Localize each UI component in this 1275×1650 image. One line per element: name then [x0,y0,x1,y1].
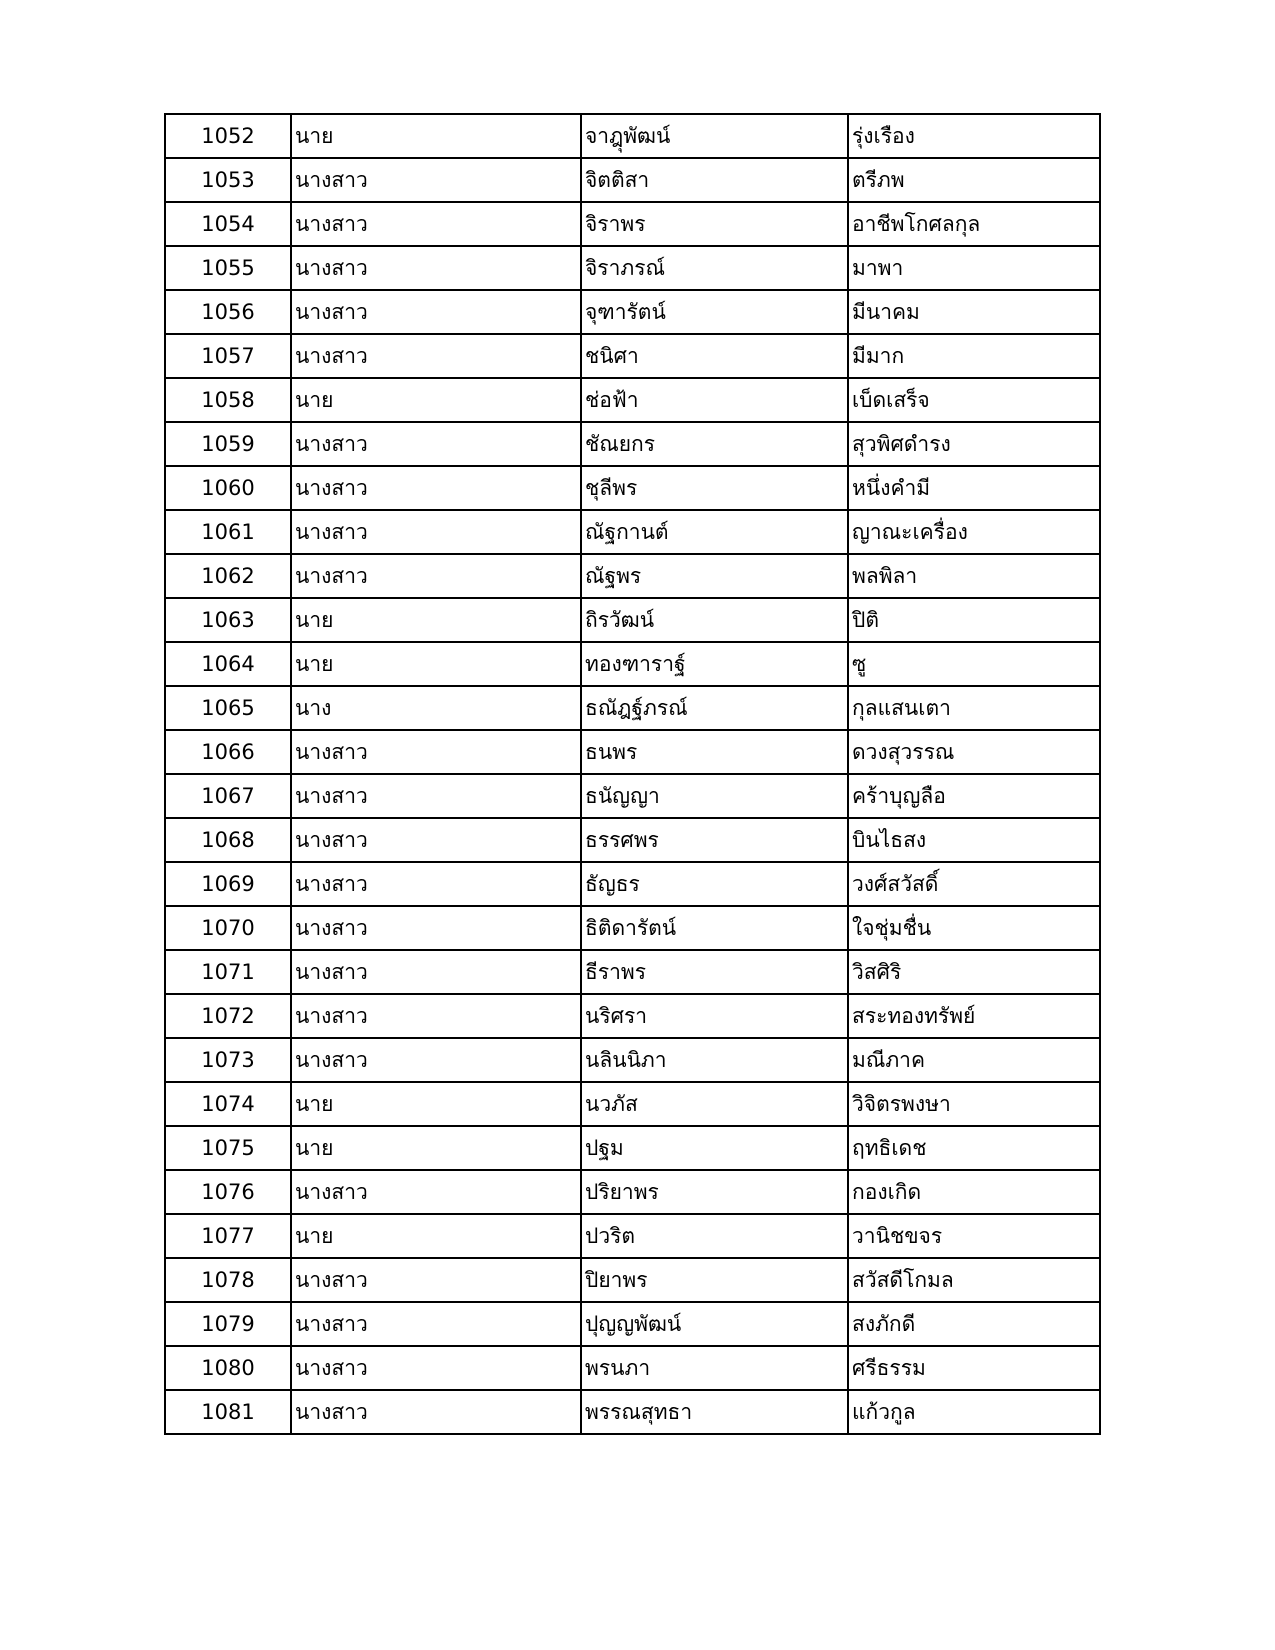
row-number-cell: 1063 [165,598,291,642]
name-title-cell: นางสาว [291,1302,581,1346]
row-number-cell: 1052 [165,114,291,158]
last-name-cell: สุวพิศดำรง [848,422,1100,466]
name-title-cell: นาย [291,1214,581,1258]
name-title-cell: นาย [291,598,581,642]
last-name-cell: กุลแสนเตา [848,686,1100,730]
last-name-cell: ศรีธรรม [848,1346,1100,1390]
first-name-cell: ธีราพร [581,950,848,994]
table-row [165,862,1100,906]
row-number-cell: 1069 [165,862,291,906]
first-name-cell: ถิรวัฒน์ [581,598,848,642]
table-row [165,334,1100,378]
first-name-cell: ช่อฟ้า [581,378,848,422]
name-title-cell: นางสาว [291,510,581,554]
first-name-cell: ปวริต [581,1214,848,1258]
first-name-cell: ทองฑาราฐ์ [581,642,848,686]
first-name-cell: ปฐม [581,1126,848,1170]
first-name-cell: ธนัญญา [581,774,848,818]
name-title-cell: นางสาว [291,1170,581,1214]
last-name-cell: หนึ่งคำมี [848,466,1100,510]
last-name-cell: ฤทธิเดช [848,1126,1100,1170]
table-row [165,818,1100,862]
row-number-cell: 1064 [165,642,291,686]
row-number-cell: 1073 [165,1038,291,1082]
first-name-cell: ธรรศพร [581,818,848,862]
row-number-cell: 1076 [165,1170,291,1214]
last-name-cell: ญาณะเครื่อง [848,510,1100,554]
last-name-cell: ปิติ [848,598,1100,642]
table-row [165,686,1100,730]
row-number-cell: 1079 [165,1302,291,1346]
table-row [165,158,1100,202]
first-name-cell: นริศรา [581,994,848,1038]
name-title-cell: นาย [291,642,581,686]
row-number-cell: 1060 [165,466,291,510]
name-title-cell: นางสาว [291,1258,581,1302]
row-number-cell: 1077 [165,1214,291,1258]
table-row [165,466,1100,510]
table-row [165,730,1100,774]
name-title-cell: นางสาว [291,1038,581,1082]
table-row [165,246,1100,290]
last-name-cell: มีนาคม [848,290,1100,334]
row-number-cell: 1067 [165,774,291,818]
table-row [165,950,1100,994]
first-name-cell: ปุญญพัฒน์ [581,1302,848,1346]
first-name-cell: จิตติสา [581,158,848,202]
row-number-cell: 1054 [165,202,291,246]
name-list-table [164,113,1101,1435]
first-name-cell: จิราพร [581,202,848,246]
name-title-cell: นางสาว [291,1390,581,1434]
name-title-cell: นาย [291,378,581,422]
first-name-cell: ชนิศา [581,334,848,378]
name-title-cell: นางสาว [291,334,581,378]
name-title-cell: นางสาว [291,906,581,950]
row-number-cell: 1065 [165,686,291,730]
last-name-cell: วิจิตรพงษา [848,1082,1100,1126]
name-title-cell: นางสาว [291,158,581,202]
table-row [165,774,1100,818]
row-number-cell: 1055 [165,246,291,290]
table-row [165,290,1100,334]
row-number-cell: 1081 [165,1390,291,1434]
row-number-cell: 1074 [165,1082,291,1126]
table-row [165,1038,1100,1082]
name-title-cell: นาย [291,114,581,158]
last-name-cell: สระทองทรัพย์ [848,994,1100,1038]
table-row [165,114,1100,158]
table-row [165,1258,1100,1302]
table-row [165,642,1100,686]
last-name-cell: บินไธสง [848,818,1100,862]
first-name-cell: ธนพร [581,730,848,774]
name-title-cell: นาย [291,1126,581,1170]
row-number-cell: 1071 [165,950,291,994]
first-name-cell: ธิติดารัตน์ [581,906,848,950]
table-row [165,994,1100,1038]
row-number-cell: 1053 [165,158,291,202]
name-title-cell: นาย [291,1082,581,1126]
first-name-cell: ปริยาพร [581,1170,848,1214]
last-name-cell: มาพา [848,246,1100,290]
table-row [165,1082,1100,1126]
table-row [165,1214,1100,1258]
row-number-cell: 1057 [165,334,291,378]
name-title-cell: นางสาว [291,730,581,774]
row-number-cell: 1068 [165,818,291,862]
first-name-cell: ปิยาพร [581,1258,848,1302]
name-title-cell: นางสาว [291,950,581,994]
row-number-cell: 1070 [165,906,291,950]
first-name-cell: จาฎุพัฒน์ [581,114,848,158]
row-number-cell: 1075 [165,1126,291,1170]
name-title-cell: นางสาว [291,774,581,818]
first-name-cell: นลินนิภา [581,1038,848,1082]
last-name-cell: อาชีพโกศลกุล [848,202,1100,246]
table-row [165,598,1100,642]
last-name-cell: สวัสดีโกมล [848,1258,1100,1302]
row-number-cell: 1062 [165,554,291,598]
name-list-body [165,114,1100,1434]
row-number-cell: 1066 [165,730,291,774]
row-number-cell: 1056 [165,290,291,334]
table-row [165,1126,1100,1170]
last-name-cell: กองเกิด [848,1170,1100,1214]
table-row [165,202,1100,246]
last-name-cell: วิสศิริ [848,950,1100,994]
first-name-cell: จุฑารัตน์ [581,290,848,334]
name-title-cell: นางสาว [291,554,581,598]
row-number-cell: 1058 [165,378,291,422]
last-name-cell: ตรีภพ [848,158,1100,202]
first-name-cell: ณัฐกานต์ [581,510,848,554]
first-name-cell: จิราภรณ์ [581,246,848,290]
first-name-cell: ณัฐพร [581,554,848,598]
last-name-cell: วงศ์สวัสดิ์ [848,862,1100,906]
last-name-cell: คร้าบุญลือ [848,774,1100,818]
last-name-cell: สงภักดี [848,1302,1100,1346]
name-title-cell: นางสาว [291,246,581,290]
name-title-cell: นางสาว [291,422,581,466]
name-title-cell: นาง [291,686,581,730]
row-number-cell: 1078 [165,1258,291,1302]
table-row [165,906,1100,950]
name-title-cell: นางสาว [291,466,581,510]
last-name-cell: มณีภาค [848,1038,1100,1082]
table-row [165,554,1100,598]
last-name-cell: พลพิลา [848,554,1100,598]
row-number-cell: 1061 [165,510,291,554]
first-name-cell: ชุลีพร [581,466,848,510]
row-number-cell: 1059 [165,422,291,466]
table-row [165,1390,1100,1434]
table-row [165,1170,1100,1214]
last-name-cell: ซู [848,642,1100,686]
first-name-cell: ชัณยกร [581,422,848,466]
last-name-cell: มีมาก [848,334,1100,378]
first-name-cell: นวภัส [581,1082,848,1126]
table-row [165,422,1100,466]
name-title-cell: นางสาว [291,290,581,334]
table-row [165,378,1100,422]
table-row [165,1346,1100,1390]
row-number-cell: 1080 [165,1346,291,1390]
first-name-cell: พรนภา [581,1346,848,1390]
last-name-cell: เบ็ดเสร็จ [848,378,1100,422]
name-title-cell: นางสาว [291,1346,581,1390]
first-name-cell: พรรณสุทธา [581,1390,848,1434]
row-number-cell: 1072 [165,994,291,1038]
first-name-cell: ธณัฎฐ์ภรณ์ [581,686,848,730]
last-name-cell: แก้วกูล [848,1390,1100,1434]
table-row [165,1302,1100,1346]
name-title-cell: นางสาว [291,862,581,906]
last-name-cell: ใจชุ่มชื่น [848,906,1100,950]
table-row [165,510,1100,554]
first-name-cell: ธัญธร [581,862,848,906]
last-name-cell: ดวงสุวรรณ [848,730,1100,774]
name-title-cell: นางสาว [291,994,581,1038]
last-name-cell: รุ่งเรือง [848,114,1100,158]
name-title-cell: นางสาว [291,818,581,862]
last-name-cell: วานิชขจร [848,1214,1100,1258]
name-title-cell: นางสาว [291,202,581,246]
